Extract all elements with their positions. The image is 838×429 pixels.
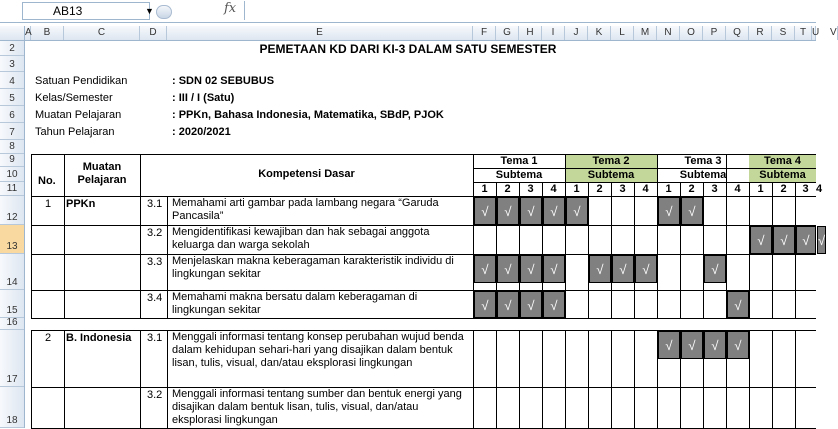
grid-line — [795, 182, 796, 318]
check-cell[interactable]: √ — [497, 291, 519, 318]
subtema-number: 3 — [527, 183, 534, 195]
info-value-1: : III / I (Satu) — [172, 92, 235, 104]
row-header-15[interactable]: 15 — [0, 290, 24, 318]
subtema-number: 4 — [734, 183, 741, 195]
column-header-k[interactable]: K — [588, 26, 611, 40]
info-label-1: Kelas/Semester — [35, 92, 113, 104]
row-header-14[interactable]: 14 — [0, 254, 24, 290]
check-cell[interactable]: √ — [474, 255, 496, 283]
grid-line — [519, 330, 520, 428]
formula-input[interactable] — [244, 1, 817, 20]
kd-text: Menjelaskan makna keberagaman karakteristik individu di lingkungan sekitar — [172, 255, 454, 280]
group-no-2: 2 — [45, 332, 52, 344]
kd-text: Memahami makna bersatu dalam keberagaman di lingkungan sekitar — [172, 291, 418, 316]
info-value-3: : 2020/2021 — [172, 126, 231, 138]
check-cell[interactable]: √ — [520, 197, 542, 225]
name-box[interactable] — [22, 2, 154, 20]
subtema-label-1: Subtema — [495, 169, 543, 181]
kd-code: 3.3 — [147, 256, 163, 268]
check-cell[interactable]: √ — [817, 226, 826, 254]
subtema-number: 2 — [780, 183, 787, 195]
grid-line — [473, 168, 816, 169]
subtema-label-2: Subtema — [587, 169, 635, 181]
grid-line — [703, 330, 704, 428]
check-cell[interactable]: √ — [589, 255, 611, 283]
kd-text: Memahami arti gambar pada lambang negara “Garuda Pancasila” — [172, 197, 439, 222]
column-header-h[interactable]: H — [519, 26, 542, 40]
tema-label-4: Tema 4 — [763, 155, 802, 167]
row-header-10[interactable]: 10 — [0, 167, 24, 182]
grid-line — [542, 330, 543, 428]
check-cell[interactable]: √ — [635, 255, 657, 283]
column-header-v[interactable]: V — [830, 27, 837, 38]
grid-line — [611, 330, 612, 428]
check-cell[interactable]: √ — [704, 331, 726, 359]
group-subject-1: PPKn — [66, 198, 96, 210]
subtema-label-3: Subtema — [679, 169, 727, 181]
row-header-6[interactable]: 6 — [0, 106, 24, 123]
column-header-m[interactable]: M — [634, 26, 657, 40]
grid-line — [795, 330, 796, 428]
column-header-r[interactable]: R — [749, 26, 772, 40]
kd-text: Menggali informasi tentang konsep perubahan wujud benda dalam kehidupan sehari-hari yang disajikan dalam bentuk lisan, tulis, visual, dan/atau eksplorasi lingkungan — [172, 331, 464, 369]
row-header-5[interactable]: 5 — [0, 89, 24, 106]
check-cell[interactable]: √ — [727, 291, 749, 318]
column-header-q[interactable]: Q — [726, 26, 749, 40]
grid-line — [473, 154, 474, 318]
grid-line — [64, 154, 65, 318]
grid-line — [772, 330, 773, 428]
check-cell[interactable]: √ — [474, 197, 496, 225]
grid-line — [167, 330, 168, 428]
info-label-0: Satuan Pendidikan — [35, 75, 128, 87]
subtema-number: 1 — [481, 183, 488, 195]
check-cell[interactable]: √ — [520, 255, 542, 283]
column-header-i[interactable]: I — [542, 26, 565, 40]
group-subject-2: B. Indonesia — [66, 332, 132, 344]
grid-line — [473, 182, 816, 183]
kd-code: 3.2 — [147, 389, 163, 401]
grid-line — [31, 154, 816, 155]
row-header-2[interactable]: 2 — [0, 41, 24, 56]
column-header-s[interactable]: S — [772, 26, 795, 40]
grid-line — [167, 196, 168, 318]
check-cell[interactable]: √ — [681, 331, 703, 359]
name-box-splitter[interactable] — [156, 5, 172, 19]
column-header-t[interactable]: T — [795, 26, 812, 40]
group-no-1: 1 — [45, 198, 52, 210]
check-cell[interactable]: √ — [658, 331, 680, 359]
row-header-16[interactable]: 16 — [0, 318, 24, 330]
check-cell[interactable]: √ — [773, 226, 795, 254]
kd-text: Mengidentifikasi kewajiban dan hak sebagai anggota keluarga dan warga sekolah — [172, 226, 430, 251]
grid-line — [31, 154, 32, 318]
column-header-u[interactable]: U — [812, 27, 820, 38]
row-header-17[interactable]: 17 — [0, 330, 24, 387]
row-header-4[interactable]: 4 — [0, 72, 24, 89]
header-kd: Kompetensi Dasar — [258, 168, 355, 180]
formula-bar — [0, 0, 816, 23]
worksheet-grid[interactable]: PEMETAAN KD DARI KI-3 DALAM SATU SEMESTER Satuan Pendidikan : SDN 02 SEBUBUS Kelas/Semester : III / I (Satu) Muatan Pelajaran : PPKn, Bahasa Indonesia, Matematika, SBdP, PJOK Tahun Pelajaran : 2020/2021 No. Muatan Pelajaran Kompetensi Dasar Tema 1 Subtema 1 2 3 4 Tema 2 Subtema 1 2 3 4 Tema 3 Subtema 1 2 3 4 Tema 4 Subtema 1 2 3 4 1 PPKn 3.1 Memahami arti gambar pada lambang negara “Garuda Pancasila” √ √ √ √ √ √ √ 3.2 Mengidentifikasi kewajiban dan hak sebagai anggota keluarga dan warga sekolah √ √ √ √ 3.3 Menjelaskan makna keberagaman karakteristik individu di lingkungan sekitar √ √ √ √ √ √ √ √ 3.4 Memahami makna bersatu dalam keberagaman di lingkungan sekitar √ √ √ √ √ 2 B. Indonesia 3.1 Menggali informasi tentang konsep perubahan wujud benda dalam kehidupan sehari-hari yang disajikan dalam bentuk lisan, tulis, visual, dan/atau eksplorasi lingkungan √ √ √ √ 3.2 Menggali informasi tentang sumber dan bentuk energi yang disajikan dalam bentuk lisan, tulis, visual, dan/atau eksplorasi lingkungan — [25, 41, 816, 428]
grid-line — [726, 330, 727, 428]
check-cell[interactable]: √ — [543, 291, 565, 318]
check-cell[interactable]: √ — [497, 255, 519, 283]
row-header-12[interactable]: 12 — [0, 196, 24, 225]
column-header-bar — [0, 26, 837, 41]
info-value-2: : PPKn, Bahasa Indonesia, Matematika, SBdP, PJOK — [172, 109, 444, 121]
grid-line — [473, 330, 474, 428]
column-header-e[interactable]: E — [167, 26, 473, 40]
check-cell[interactable]: √ — [566, 197, 588, 225]
subtema-number: 3 — [802, 183, 809, 195]
grid-line — [749, 330, 750, 428]
subtema-number: 4 — [642, 183, 649, 195]
grid-line — [140, 154, 141, 318]
grid-line — [634, 182, 635, 318]
subtema-number: 2 — [504, 183, 511, 195]
info-label-2: Muatan Pelajaran — [35, 109, 122, 121]
row-header-bar — [0, 41, 25, 428]
column-header-b[interactable]: B — [31, 26, 64, 40]
check-cell[interactable]: √ — [543, 197, 565, 225]
sheet-title: PEMETAAN KD DARI KI-3 DALAM SATU SEMESTER — [259, 42, 557, 56]
grid-line — [31, 318, 816, 319]
column-header-o[interactable]: O — [680, 26, 703, 40]
check-cell[interactable]: √ — [474, 291, 496, 318]
subtema-number: 1 — [665, 183, 672, 195]
grid-line — [496, 330, 497, 428]
grid-line — [565, 330, 566, 428]
grid-line — [772, 182, 773, 318]
grid-line — [634, 330, 635, 428]
header-no: No. — [38, 175, 56, 187]
kd-code: 3.1 — [147, 198, 163, 210]
grid-line — [680, 330, 681, 428]
check-cell[interactable]: √ — [681, 197, 703, 225]
row-header-3[interactable]: 3 — [0, 56, 24, 72]
tema-label-2: Tema 2 — [592, 155, 630, 167]
grid-line — [680, 182, 681, 318]
grid-line — [657, 182, 658, 318]
subtema-number: 2 — [596, 183, 603, 195]
row-header-11[interactable]: 11 — [0, 182, 24, 196]
grid-line — [542, 182, 543, 318]
column-header-d[interactable]: D — [140, 26, 167, 40]
grid-line — [588, 330, 589, 428]
grid-line — [726, 182, 727, 318]
subtema-number: 2 — [688, 183, 695, 195]
check-cell[interactable]: √ — [704, 255, 726, 283]
column-header-a[interactable]: A — [25, 27, 32, 38]
select-all-corner[interactable] — [0, 26, 25, 40]
row-header-18[interactable]: 18 — [0, 387, 24, 428]
column-header-f[interactable]: F — [473, 26, 496, 40]
info-value-0: : SDN 02 SEBUBUS — [172, 75, 275, 87]
name-box-value: AB13 — [53, 4, 83, 18]
grid-line — [611, 182, 612, 318]
kd-code: 3.1 — [147, 332, 163, 344]
row-header-7[interactable]: 7 — [0, 123, 24, 140]
subtema-number: 1 — [757, 183, 764, 195]
grid-line — [31, 330, 32, 428]
grid-line — [496, 182, 497, 318]
subtema-number: 1 — [573, 183, 580, 195]
tema-label-1: Tema 1 — [500, 155, 538, 167]
grid-line — [749, 182, 750, 318]
check-cell[interactable]: √ — [727, 331, 749, 359]
row-header-13[interactable]: 13 — [0, 225, 24, 254]
tema-label-3: Tema 3 — [684, 155, 722, 167]
check-cell[interactable]: √ — [658, 197, 680, 225]
column-header-l[interactable]: L — [611, 26, 634, 40]
grid-line — [565, 182, 566, 318]
kd-text: Menggali informasi tentang sumber dan bentuk energi yang disajikan dalam bentuk lisan, tulis, visual, dan/atau eksplorasi lingkungan — [172, 388, 462, 426]
subtema-label-4: Subtema — [759, 169, 806, 181]
subtema-number: 3 — [711, 183, 718, 195]
chevron-down-icon[interactable]: ▼ — [145, 6, 154, 16]
column-header-p[interactable]: P — [703, 26, 726, 40]
check-cell[interactable]: √ — [497, 197, 519, 225]
grid-line — [31, 330, 816, 331]
header-muatan: Muatan Pelajaran — [77, 161, 127, 186]
grid-line — [519, 182, 520, 318]
subtema-number: 4 — [550, 183, 557, 195]
kd-code: 3.2 — [147, 227, 163, 239]
grid-line — [703, 182, 704, 318]
grid-line — [588, 182, 589, 318]
subtema-number: 3 — [619, 183, 626, 195]
check-cell[interactable]: √ — [612, 255, 634, 283]
grid-line — [64, 330, 65, 428]
column-header-g[interactable]: G — [496, 26, 519, 40]
check-cell[interactable]: √ — [796, 226, 816, 254]
grid-line — [657, 330, 658, 428]
grid-line — [31, 196, 816, 197]
column-header-n[interactable]: N — [657, 26, 680, 40]
column-header-c[interactable]: C — [64, 26, 140, 40]
info-label-3: Tahun Pelajaran — [35, 126, 115, 138]
check-cell[interactable]: √ — [750, 226, 772, 254]
kd-code: 3.4 — [147, 292, 163, 304]
row-header-9[interactable]: 9 — [0, 154, 24, 167]
check-cell[interactable]: √ — [520, 291, 542, 318]
check-cell[interactable]: √ — [543, 255, 565, 283]
column-header-j[interactable]: J — [565, 26, 588, 40]
grid-line — [140, 330, 141, 428]
function-icon[interactable]: fx — [224, 1, 237, 16]
row-header-8[interactable]: 8 — [0, 140, 24, 154]
